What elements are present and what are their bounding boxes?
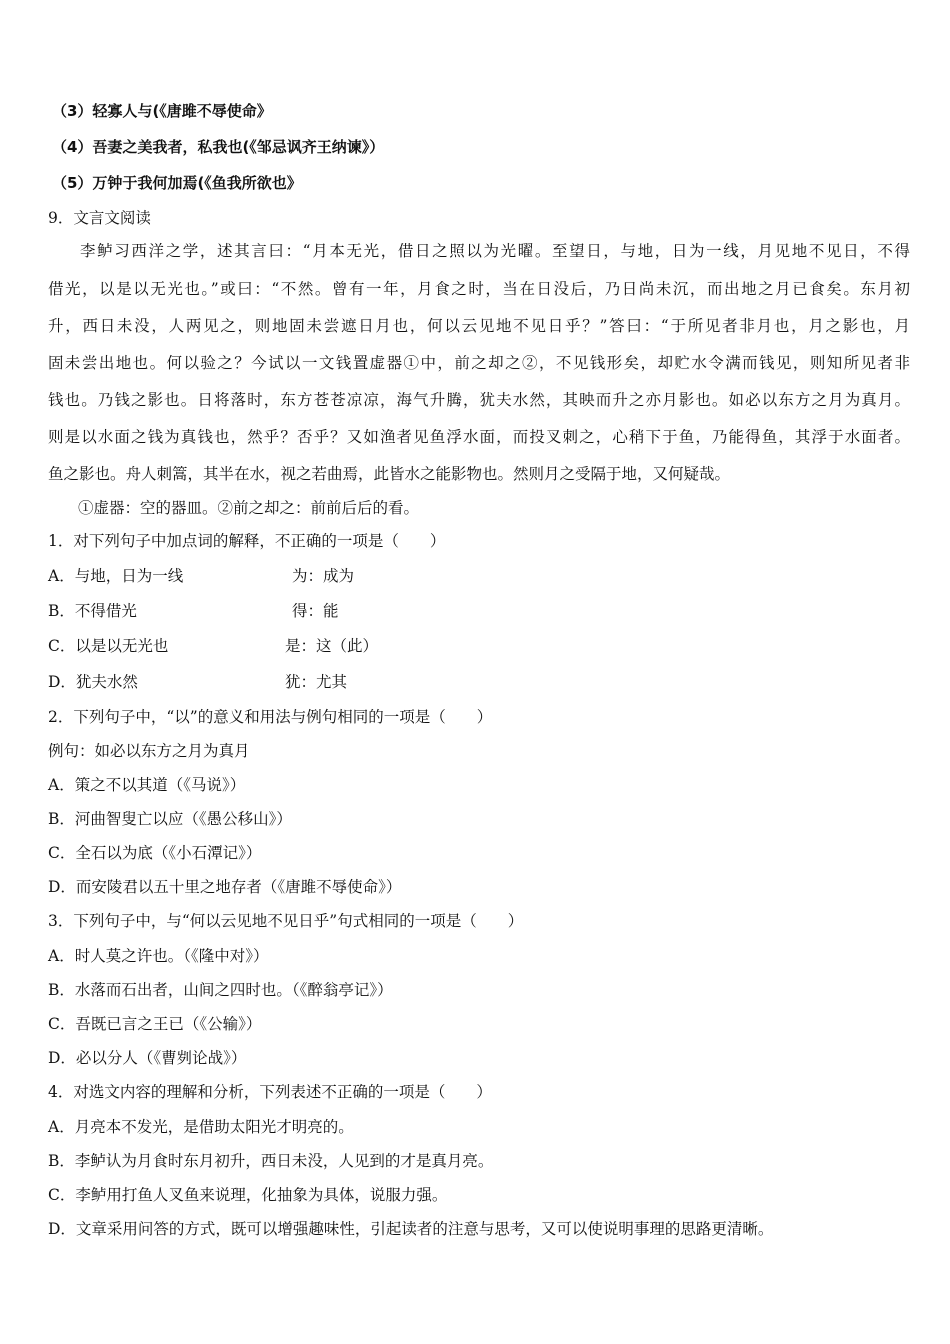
q4-stem: 4．对选文内容的理解和分析，下列表述不正确的一项是（ ）	[48, 1083, 492, 1101]
passage-line: 借光，以是以无光也。”或曰：“不然。曾有一年，月食之时，当在日没后，乃日尚未沉，而出地之月已食矣。东月初	[48, 280, 910, 298]
passage-line: 升，西日未没，人两见之，则地固未尝遮日月也，何以云见地不见日乎？”答曰：“于所见者非月也，月之影也，月	[48, 317, 910, 335]
passage-line: 则是以水面之钱为真钱也，然乎？否乎？又如渔者见鱼浮水面，而投叉刺之，心稍下于鱼，乃能得鱼，其浮于水面者。	[48, 428, 910, 446]
q3-option-b: B．水落而石出者，山间之四时也。（《醉翁亭记》）	[48, 981, 393, 999]
q1-option-d-explanation: 犹：尤其	[285, 673, 348, 691]
q3-option-a: A．时人莫之许也。（《隆中对》）	[48, 947, 269, 965]
q4-option-b: B．李鲈认为月食时东月初升，西日未没，人见到的才是真月亮。	[48, 1152, 494, 1170]
q4-option-d: D．文章采用问答的方式，既可以增强趣味性，引起读者的注意与思考，又可以使说明事理的思路更清晰。	[48, 1220, 774, 1238]
passage-line: 钱也。乃钱之影也。日将落时，东方苍苍凉凉，海气升腾，犹夫水然，其映而升之亦月影也。如必以东方之月为真月。	[48, 391, 910, 409]
q1-option-d: D．犹夫水然	[48, 673, 138, 691]
section-title: 9．文言文阅读	[48, 209, 151, 227]
footnote: ①虚器：空的器皿。②前之却之：前前后后的看。	[78, 499, 420, 517]
q1-stem: 1．对下列句子中加点词的解释，不正确的一项是（ ）	[48, 532, 446, 550]
q3-stem: 3．下列句子中，与“何以云见地不见日乎”句式相同的一项是（ ）	[48, 912, 524, 930]
q2-option-b: B．河曲智叟亡以应（《愚公移山》）	[48, 810, 292, 828]
q3-option-c: C．吾既已言之王已（《公输》）	[48, 1015, 262, 1033]
prev-item-3: （3）轻寡人与(《唐雎不辱使命》	[52, 102, 272, 120]
prev-item-4: （4）吾妻之美我者，私我也(《邹忌讽齐王纳谏》）	[52, 138, 385, 156]
q1-option-c: C．以是以无光也	[48, 637, 169, 655]
q2-example: 例句：如必以东方之月为真月	[48, 742, 250, 760]
passage-line: 李鲈习西洋之学，述其言曰：“月本无光，借日之照以为光曜。至望日，与地，日为一线，月见地不见日，不得	[80, 242, 910, 260]
q2-option-c: C．全石以为底（《小石潭记》）	[48, 844, 262, 862]
passage-line: 固未尝出地也。何以验之？今试以一文钱置虚器①中，前之却之②，不见钱形矣，却贮水令满而钱见，则知所见者非	[48, 354, 910, 372]
q3-option-d: D．必以分人（《曹刿论战》）	[48, 1049, 247, 1067]
q1-option-a: A．与地，日为一线	[48, 567, 184, 585]
q1-option-b: B．不得借光	[48, 602, 137, 620]
q4-option-a: A．月亮本不发光，是借助太阳光才明亮的。	[48, 1118, 354, 1136]
q1-option-a-explanation: 为：成为	[292, 567, 355, 585]
q4-option-c: C．李鲈用打鱼人叉鱼来说理，化抽象为具体，说服力强。	[48, 1186, 448, 1204]
passage-line: 鱼之影也。舟人刺篙，其半在水，视之若曲焉，此皆水之能影物也。然则月之受隔于地，又何疑哉。	[48, 465, 731, 483]
q2-option-a: A．策之不以其道（《马说》）	[48, 776, 246, 794]
q1-option-b-explanation: 得：能	[292, 602, 339, 620]
q2-stem: 2．下列句子中，“以”的意义和用法与例句相同的一项是（ ）	[48, 708, 493, 726]
q1-option-c-explanation: 是：这（此）	[285, 637, 379, 655]
prev-item-5: （5）万钟于我何加焉(《鱼我所欲也》	[52, 174, 302, 192]
q2-option-d: D．而安陵君以五十里之地存者（《唐雎不辱使命》）	[48, 878, 402, 896]
